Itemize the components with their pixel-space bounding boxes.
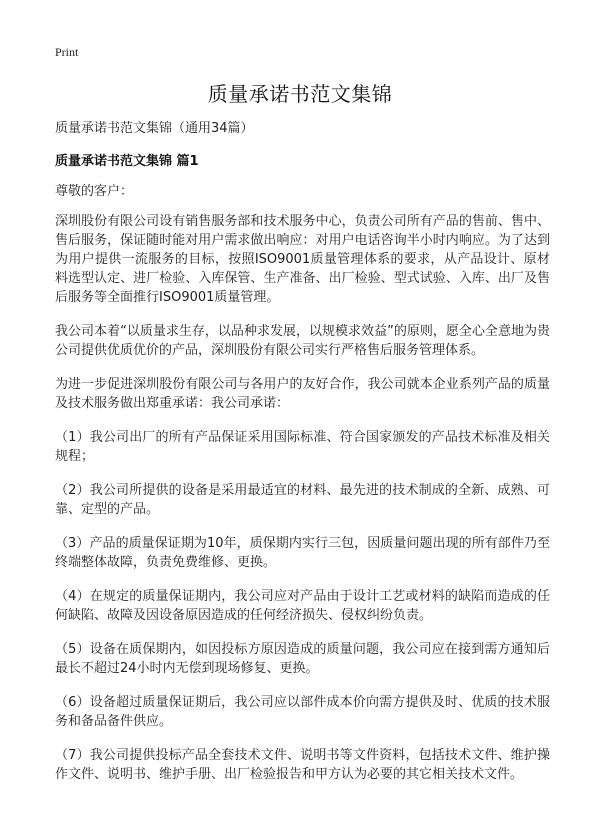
section-heading: 质量承诺书范文集锦 篇1 [55, 154, 199, 169]
print-link[interactable]: Print [55, 45, 79, 59]
paragraph-principle: 我公司本着“以质量求生存，以品种求发展，以规模求效益”的原则，愿全心全意地为贵公司提供优质优价的产品，深圳股份有限公司实行严格售后服务管理体系。 [55, 324, 550, 358]
paragraph-intro: 深圳股份有限公司设有销售服务部和技术服务中心，负责公司所有产品的售前、售中、售后服务，保证随时能对用户需求做出响应：对用户电话咨询半小时内响应。为了达到为用户提供一流服务的目标，按照ISO9001质量管理体系的要求，从产品设计、原材料选型认定、进厂检验、入库保管、生产准备、出厂检验、型式试验、入库、出厂及售后服务等全面推行ISO9001质量管理。 [55, 214, 550, 305]
commitment-item-3: （3）产品的质量保证期为10年，质保期内实行三包，因质量问题出现的所有部件乃至终端整体故障，负责免费维修、更换。 [55, 536, 550, 570]
document-subtitle: 质量承诺书范文集锦（通用34篇） [55, 121, 254, 136]
commitment-item-6: （6）设备超过质量保证期后，我公司应以部件成本价向需方提供及时、优质的技术服务和备品备件供应。 [55, 695, 550, 729]
commitment-item-7: （7）我公司提供投标产品全套技术文件、说明书等文件资料，包括技术文件、维护操作文件、说明书、维护手册、出厂检验报告和甲方认为必要的其它相关技术文件。 [55, 748, 550, 782]
page-title: 质量承诺书范文集锦 [207, 82, 393, 106]
commitment-item-5: （5）设备在质保期内，如因投标方原因造成的质量问题，我公司应在接到需方通知后最长不超过24小时内无偿到现场修复、更换。 [55, 642, 550, 676]
paragraph-commitment-lead: 为进一步促进深圳股份有限公司与各用户的友好合作，我公司就本企业系列产品的质量及技术服务做出郑重承诺：我公司承诺： [55, 377, 550, 411]
commitment-item-2: （2）我公司所提供的设备是采用最适宜的材料、最先进的技术制成的全新、成熟、可靠、定型的产品。 [55, 483, 550, 517]
greeting-line: 尊敬的客户： [55, 184, 134, 199]
commitment-item-1: （1）我公司出厂的所有产品保证采用国际标准、符合国家颁发的产品技术标准及相关规程； [55, 430, 550, 464]
commitment-item-4: （4）在规定的质量保证期内，我公司应对产品由于设计工艺或材料的缺陷而造成的任何缺陷、故障及因设备原因造成的任何经济损失、侵权纠纷负责。 [55, 589, 550, 623]
document-body [55, 119, 550, 799]
